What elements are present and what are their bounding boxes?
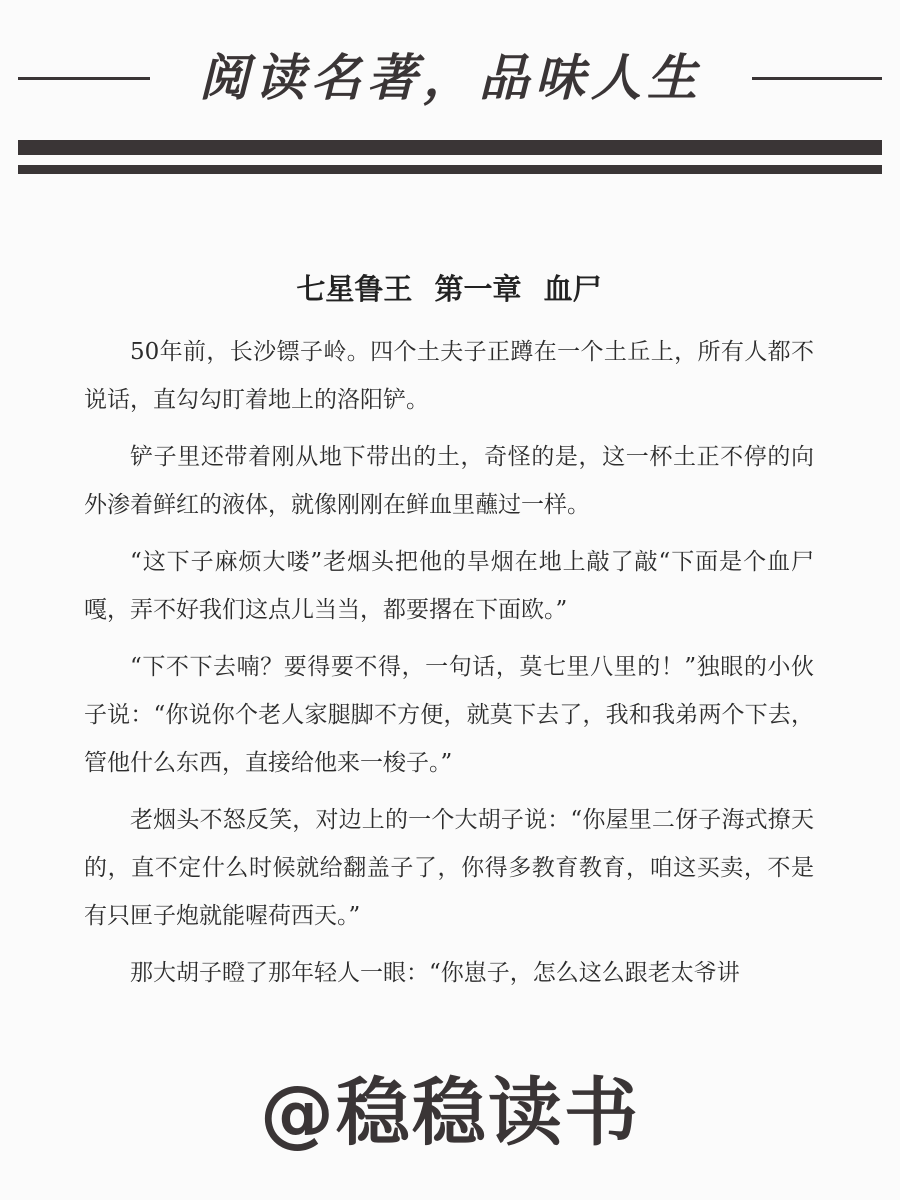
- paragraph-4: “下不下去喃？要得要不得，一句话，莫七里八里的！”独眼的小伙子说：“你说你个老人家腿脚不方便，就莫下去了，我和我弟两个下去，管他什么东西，直接给他来一梭子。”: [84, 654, 814, 776]
- paragraph-6: 那大胡子瞪了那年轻人一眼：“你崽子，怎么这么跟老太爷讲: [130, 960, 740, 986]
- paragraph-1: 50年前，长沙镖子岭。四个土夫子正蹲在一个土丘上，所有人都不说话，直勾勾盯着地上的洛阳铲。: [84, 339, 814, 413]
- header-title: 阅读名著，品味人生: [199, 49, 703, 107]
- header-rule-right: [752, 77, 882, 80]
- paragraph-3: “这下子麻烦大喽”老烟头把他的旱烟在地上敲了敲“下面是个血尸嘎，弄不好我们这点儿当当，都要撂在下面欧。”: [84, 549, 814, 623]
- header-divider-thin: [18, 165, 882, 174]
- chapter-title: 七星鲁王 第一章 血尸: [296, 272, 602, 306]
- header-rule-left: [18, 77, 150, 80]
- paragraph-5: 老烟头不怒反笑，对边上的一个大胡子说：“你屋里二伢子海式撩天的，直不定什么时候就给翻盖子了，你得多教育教育，咱这买卖，不是有只匣子炮就能喔荷西天。”: [84, 807, 814, 929]
- paragraph-2: 铲子里还带着刚从地下带出的土，奇怪的是，这一杯土正不停的向外渗着鲜红的液体，就像刚刚在鲜血里蘸过一样。: [84, 444, 814, 518]
- page-header: [0, 44, 900, 114]
- article-body: [84, 262, 814, 1006]
- header-divider-thick: [18, 140, 882, 155]
- author-watermark: @稳稳读书: [260, 1070, 640, 1156]
